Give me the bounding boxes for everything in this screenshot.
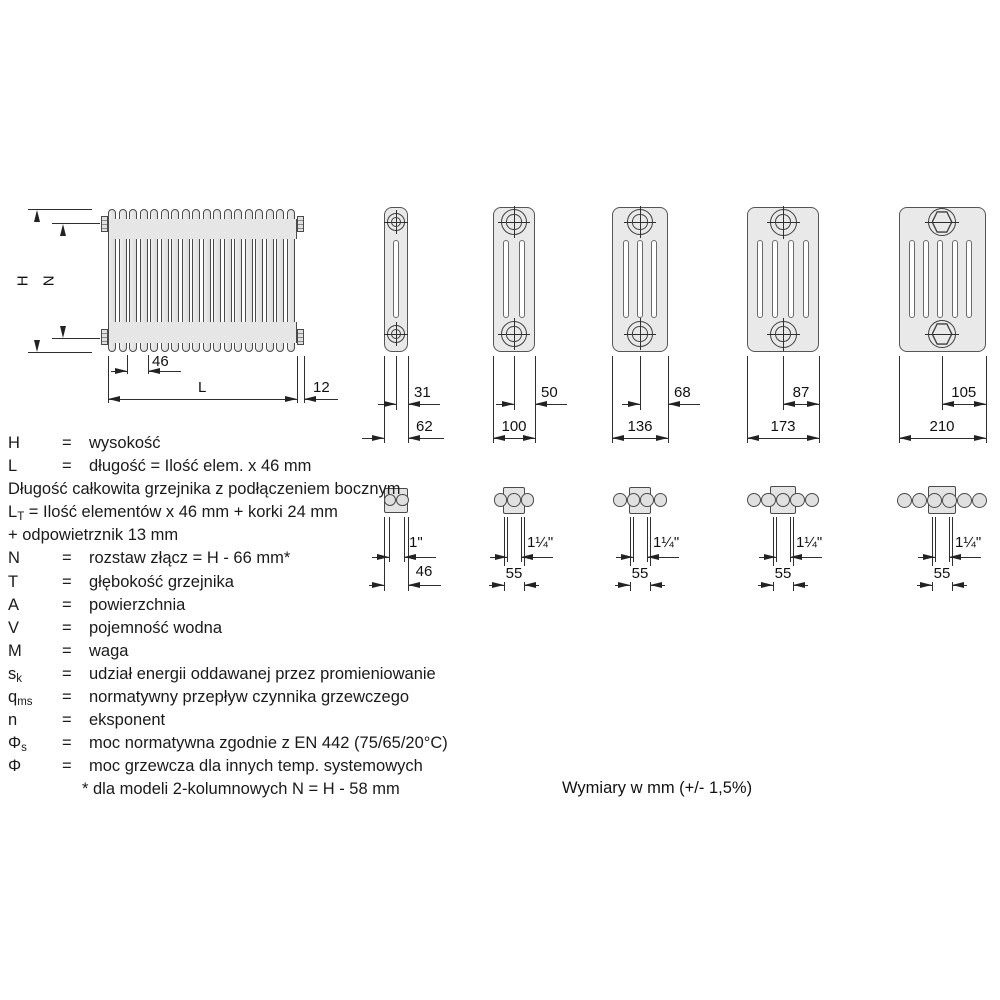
dimension-note: Wymiary w mm (+/- 1,5%) (562, 779, 753, 797)
legend-symbol-subscript: T (17, 511, 25, 524)
top-view-column-circle (897, 493, 912, 508)
legend-text: + odpowietrznik 13 mm (8, 526, 179, 545)
dimension-arrow (60, 326, 66, 338)
depth-label: 136 (627, 418, 653, 435)
dimension-arrow (408, 401, 420, 407)
legend-text: wysokość (89, 434, 161, 452)
legend-equals: = (62, 688, 72, 707)
legend-text: normatywny przepływ czynnika grzewczego (89, 688, 410, 707)
top-view-column-circle (761, 493, 776, 508)
top-view-column-circle (747, 493, 762, 508)
top-view-column-circle (654, 493, 668, 507)
depth-label: 210 (929, 418, 955, 435)
dimension-arrow (974, 401, 986, 407)
dimension-arrow (647, 554, 659, 560)
dimension-arrow (384, 401, 396, 407)
thread-size-label: 1¼" (527, 534, 554, 551)
extension-line (127, 355, 128, 374)
legend-equals: = (62, 757, 72, 776)
height-dim-label: H (14, 275, 32, 287)
legend-text: głębokość grzejnika (89, 572, 234, 591)
dimension-arrow (783, 401, 795, 407)
dimension-line (108, 399, 297, 400)
dimension-arrow (923, 554, 935, 560)
legend-text: rozstaw złącz = H - 66 mm* (89, 549, 291, 568)
legend-row-Φ (8, 755, 548, 778)
legend-text: eksponent (89, 711, 166, 730)
legend-symbol: V (8, 618, 20, 637)
connection-stub-top-left (101, 216, 108, 232)
section-air-slot (757, 240, 763, 318)
extension-line (986, 356, 987, 443)
legend-row-2 (8, 478, 548, 501)
section-air-slot (923, 240, 929, 318)
legend-row-4 (8, 524, 548, 547)
plug-cross-line (925, 222, 959, 223)
top-view-column-circle (957, 493, 972, 508)
section-air-slot (788, 240, 794, 318)
dimension-arrow (920, 582, 932, 588)
extension-line (633, 517, 634, 562)
legend-text: długość = Ilość elem. x 46 mm (89, 457, 312, 476)
section-plug-inner-circle (506, 214, 521, 229)
legend-text: udział energii oddawanej przez promieniowanie (89, 664, 436, 683)
dimension-arrow (668, 401, 680, 407)
length-dim-label: L (198, 379, 207, 396)
section-air-slot (637, 240, 643, 318)
legend-row-15 (8, 778, 548, 801)
legend-equals: = (62, 549, 72, 568)
top-view-column-circle (790, 493, 805, 508)
legend-symbol-subscript: k (16, 672, 22, 685)
legend-symbol: A (8, 595, 20, 614)
top-view-column-circle (912, 493, 927, 508)
extension-line (612, 356, 613, 443)
section-plug-inner-circle (506, 326, 521, 341)
section-plug-inner-circle (632, 214, 647, 229)
legend-equals: = (62, 595, 72, 614)
dimension-arrow (628, 401, 640, 407)
dimension-arrow (899, 435, 911, 441)
dimension-arrow (764, 554, 776, 560)
pitch-label: 46 (415, 563, 433, 580)
legend-row-s (8, 663, 548, 686)
legend-symbol: N (8, 549, 20, 568)
extension-line (899, 356, 900, 443)
dimension-arrow (949, 554, 961, 560)
half-depth-label: 50 (541, 384, 558, 401)
legend-row-n (8, 709, 548, 732)
legend-row-A (8, 594, 548, 617)
dimension-line (52, 338, 100, 339)
legend-symbol: n (8, 711, 18, 730)
legend-text: pojemność wodna (89, 618, 222, 637)
legend-row-L (8, 501, 548, 524)
legend-row-L (8, 455, 548, 478)
legend-equals: = (62, 434, 72, 452)
extension-line (776, 517, 777, 562)
dimension-arrow (807, 435, 819, 441)
extension-line (396, 356, 397, 410)
legend-text: = Ilość elementów x 46 mm + korki 24 mm (24, 503, 338, 522)
legend-symbol: $L_T$ (8, 503, 25, 524)
pitch-label: 55 (503, 566, 525, 582)
legend-equals: = (62, 734, 72, 753)
legend-symbol: Φ (8, 757, 22, 776)
legend-row-H (8, 432, 548, 455)
dimension-arrow (656, 435, 668, 441)
dimension-arrow (535, 401, 547, 407)
extension-line (408, 356, 409, 443)
half-depth-label: 31 (414, 384, 431, 401)
dimension-arrow (304, 396, 316, 402)
dimension-arrow (34, 340, 40, 352)
legend-symbol: $q_{ms}$ (8, 688, 33, 709)
section-plug-inner-circle (632, 326, 647, 341)
pitch-label: 55 (931, 566, 953, 582)
thread-size-label: 1" (409, 534, 423, 551)
section-air-slot (651, 240, 657, 318)
dimension-arrow (761, 582, 773, 588)
thread-size-label: 1¼" (796, 534, 823, 551)
legend (8, 432, 548, 802)
dimension-arrow (285, 396, 297, 402)
section-air-slot (966, 240, 972, 318)
connection-stub-bottom-left (101, 329, 108, 345)
extension-line (535, 356, 536, 443)
legend-text: * dla modeli 2-kolumnowych N = H - 58 mm (82, 780, 400, 799)
section-air-slot (519, 240, 525, 318)
thread-size-label: 1¼" (955, 534, 982, 551)
dimension-arrow (621, 554, 633, 560)
extension-line (640, 356, 641, 410)
dimension-arrow (793, 582, 805, 588)
dimension-arrow (618, 582, 630, 588)
legend-row-Φ (8, 732, 548, 755)
dimension-arrow (108, 396, 120, 402)
dimension-arrow (974, 435, 986, 441)
top-view-column-circle (627, 493, 641, 507)
top-view-column-circle (942, 493, 957, 508)
legend-equals: = (62, 641, 72, 660)
radiator-bottom-header (108, 322, 297, 343)
top-view-column-circle (927, 493, 942, 508)
top-view-column-circle (805, 493, 820, 508)
extension-line (747, 356, 748, 443)
legend-symbol: T (8, 572, 19, 591)
legend-equals: = (62, 618, 72, 637)
legend-equals: = (62, 711, 72, 730)
dimension-line (28, 352, 92, 353)
extension-line (819, 356, 820, 443)
thread-size-label: 1¼" (653, 534, 680, 551)
depth-label: 62 (416, 418, 433, 435)
top-view-column-circle (640, 493, 654, 507)
extension-line (935, 517, 936, 562)
legend-row-T (8, 571, 548, 594)
dimension-arrow (612, 435, 624, 441)
pitch-label: 55 (629, 566, 651, 582)
dimension-arrow (502, 401, 514, 407)
extension-line (668, 356, 669, 443)
legend-text: moc grzewcza dla innych temp. systemowych (89, 757, 423, 776)
dimension-arrow (790, 554, 802, 560)
legend-symbol: H (8, 434, 20, 452)
legend-text: powierzchnia (89, 595, 186, 614)
dimension-arrow (942, 401, 954, 407)
legend-equals: = (62, 664, 72, 683)
extension-line (297, 356, 298, 403)
section-air-slot (909, 240, 915, 318)
legend-symbol: $s_k$ (8, 664, 22, 685)
section-air-slot (393, 240, 399, 318)
section-air-slot (803, 240, 809, 318)
section-air-slot (952, 240, 958, 318)
plug-cross-line (925, 334, 959, 335)
section-plug-inner-circle (775, 326, 791, 342)
extension-line (384, 356, 385, 443)
depth-label: 173 (770, 418, 796, 435)
top-view-column-circle (972, 493, 987, 508)
legend-equals: = (62, 457, 72, 476)
section-air-slot (623, 240, 629, 318)
legend-text: waga (89, 641, 129, 660)
half-depth-label: 87 (792, 384, 810, 401)
legend-text: moc normatywna zgodnie z EN 442 (75/65/20°C) (89, 734, 448, 753)
dimension-arrow (807, 401, 819, 407)
dimension-arrow (115, 368, 127, 374)
top-view-column-circle (613, 493, 627, 507)
legend-row-N (8, 547, 548, 570)
dimension-line (899, 438, 986, 439)
pitch-label: 55 (772, 566, 794, 582)
section-plug-inner-circle (775, 214, 791, 230)
dimension-arrow (952, 582, 964, 588)
legend-symbol: $\Phi_s$ (8, 734, 27, 755)
section-air-slot (772, 240, 778, 318)
extension-line (493, 356, 494, 443)
half-depth-label: 105 (951, 384, 977, 401)
legend-row-V (8, 617, 548, 640)
legend-symbol: M (8, 641, 22, 660)
legend-equals: = (62, 572, 72, 591)
dimension-arrow (34, 210, 40, 222)
connection-stub-bottom-right (297, 329, 304, 345)
depth-label: 100 (501, 418, 527, 435)
dimension-arrow (650, 582, 662, 588)
connection-stub-top-right (297, 216, 304, 232)
section-air-slot (503, 240, 509, 318)
dimension-arrow (747, 435, 759, 441)
joint-spacing-dim-label: N (40, 275, 58, 287)
section-air-slot (937, 240, 943, 318)
dimension-arrow (60, 224, 66, 236)
element-width-label: 46 (152, 353, 169, 370)
legend-row-M (8, 640, 548, 663)
half-depth-label: 68 (674, 384, 691, 401)
extension-line (514, 356, 515, 410)
legend-symbol: L (8, 457, 18, 476)
radiator-top-header (108, 219, 297, 240)
legend-symbol-subscript: ms (17, 696, 33, 709)
legend-text: Długość całkowita grzejnika z podłączeniem bocznym (8, 480, 401, 499)
legend-row-q (8, 686, 548, 709)
legend-symbol-subscript: s (21, 742, 27, 755)
side-extension-label: 12 (313, 379, 330, 396)
